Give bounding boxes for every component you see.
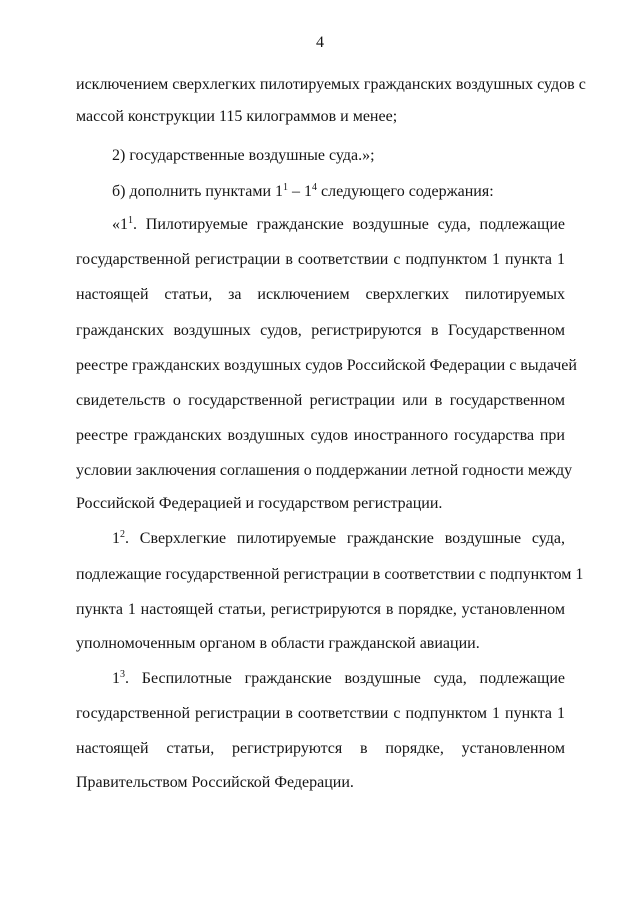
text-line: государственной регистрации в соответствии с подпунктом 1 пункта 1 bbox=[76, 251, 565, 268]
list-item-state-aircraft: 2) государственные воздушные суда.»; bbox=[112, 147, 375, 164]
paragraph-1-3-start: $1^3$. Беспилотные гражданские воздушные суда, подлежащие bbox=[112, 669, 565, 687]
text-line: уполномоченным органом в области гражданской авиации. bbox=[76, 635, 480, 652]
text-line: пункта 1 настоящей статьи, регистрируются в порядке, установленном bbox=[76, 601, 565, 618]
text-line: гражданских воздушных судов, регистрируются в Государственном bbox=[76, 322, 565, 339]
text-line: государственной регистрации в соответствии с подпунктом 1 пункта 1 bbox=[76, 705, 565, 722]
text-line: исключением сверхлегких пилотируемых гражданских воздушных судов с bbox=[76, 76, 586, 93]
text-line: настоящей статьи, регистрируются в порядке, установленном bbox=[76, 740, 565, 757]
text-line: Российской Федерацией и государством регистрации. bbox=[76, 495, 443, 512]
text-line: Правительством Российской Федерации. bbox=[76, 774, 354, 791]
text-line: реестре гражданских воздушных судов Российской Федерации с выдачей bbox=[76, 357, 577, 374]
page-number: 4 bbox=[316, 34, 324, 51]
text-line: подлежащие государственной регистрации в соответствии с подпунктом 1 bbox=[76, 566, 584, 583]
paragraph-1-1-start: «$1^1$. Пилотируемые гражданские воздушные суда, подлежащие bbox=[112, 215, 565, 233]
text-line: настоящей статьи, за исключением сверхлегких пилотируемых bbox=[76, 286, 565, 303]
text-line: реестре гражданских воздушных судов иностранного государства при bbox=[76, 427, 565, 444]
paragraph-1-2-start: $1^2$. Сверхлегкие пилотируемые гражданские воздушные суда, bbox=[112, 529, 565, 547]
amendment-instruction: б) дополнить пунктами $1^1 - 1^4$ следующего содержания: bbox=[112, 182, 494, 200]
text-line: свидетельств о государственной регистрации или в государственном bbox=[76, 392, 565, 409]
text-line: массой конструкции 115 килограммов и менее; bbox=[76, 108, 398, 125]
text-line: условии заключения соглашения о поддержании летной годности между bbox=[76, 462, 573, 479]
